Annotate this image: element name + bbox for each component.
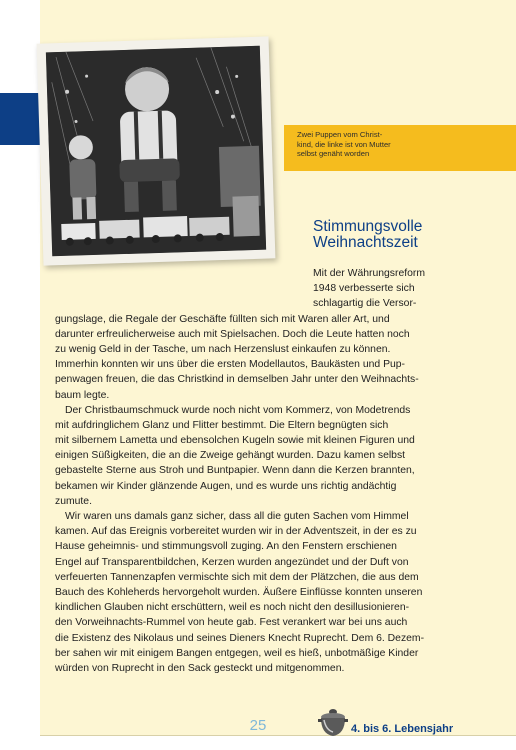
text-line: Bauch des Kohleherds hervorgeholt wurden. Äußere Einflüsse konnten unseren <box>55 586 423 598</box>
text-line: Engel auf Transparentbildchen, Kerzen wurden angezündet und der Duft von <box>55 556 409 568</box>
text-line: baum legte. <box>55 389 110 401</box>
text-line: würden von Ruprecht in den Sack gesteckt und mitgenommen. <box>55 662 345 674</box>
chapter-label: 4. bis 6. Lebensjahr <box>351 723 454 735</box>
text-line: Wir waren uns damals ganz sicher, dass all die guten Sachen vom Himmel <box>65 511 409 522</box>
text-line: penwagen freuen, die das Christkind in demselben Jahr unter den Weihnachts- <box>55 374 419 386</box>
text-line: verfeuerten Tannenzapfen vermischte sich mit dem der Plätzchen, die aus dem <box>55 571 419 583</box>
text-line: mit silbernem Lametta und ebensolchen Kugeln sowie mit kleinen Figuren und <box>55 435 415 447</box>
text-line: gebastelte Sterne aus Stroh und Buntpapier. Wenn dann die Kerzen brannten, <box>55 465 415 477</box>
text-line: Hause geheimnis- und stimmungsvoll zuging. An den Fenstern erschienen <box>55 541 397 553</box>
text-line: Der Christbaumschmuck wurde noch nicht vom Kommerz, von Modetrends <box>65 404 411 416</box>
caption-line: kind, die linke ist von Mutter <box>297 139 391 149</box>
footer-divider <box>40 735 516 736</box>
text-line: den Vorweihnachts-Rummel von heute gab. Fest verankert war bei uns auch <box>55 617 408 629</box>
text-line: kamen. Auf das Ereignis vorbereitet wurden wir in der Adventszeit, in der es zu <box>55 526 417 538</box>
section-heading <box>313 219 503 251</box>
text-line: gungslage, die Regale der Geschäfte füllten sich mit Waren aller Art, und <box>55 313 390 325</box>
text-line: zu wenig Geld in der Tasche, um nach Herzenslust einkaufen zu können. <box>55 343 391 355</box>
text-line: die Existenz des Nikolaus und seines Dieners Knecht Ruprecht. Dem 6. Dezem- <box>55 632 425 644</box>
cooking-pot-icon <box>318 706 348 738</box>
text-line: kindlichen Glauben nicht erschüttern, weil es noch nicht den desillusionieren- <box>55 602 410 614</box>
caption-line: selbst genäht worden <box>297 149 370 159</box>
heading-line: Stimmungsvolle <box>313 218 423 235</box>
text-line: Mit der Währungsreform <box>313 268 426 279</box>
text-line: darunter erfreulicherweise auch mit Spielsachen. Doch die Leute hatten noch <box>55 328 410 340</box>
chapter-tab <box>0 93 40 145</box>
text-line: bekamen wir Kinder glänzende Augen, und es wurde uns richtig andächtig <box>55 480 397 492</box>
text-line: schlagartig die Versor- <box>313 298 417 310</box>
text-line: 1948 verbesserte sich <box>313 283 415 295</box>
text-line: Immerhin konnten wir uns über die ersten Modellautos, Baukästen und Pup- <box>55 359 406 371</box>
caption-line: Zwei Puppen vom Christ- <box>297 130 383 139</box>
text-line: ber sahen wir mit einigem Bangen entgegen, weil es hieß, unbotmäßige Kinder <box>55 647 419 659</box>
text-line: mit aufdringlichem Glanz und Flitter bestimmt. Die Eltern begnügten sich <box>55 419 389 431</box>
heading-line: Weihnachtszeit <box>313 234 418 251</box>
christmas-photo <box>46 46 266 257</box>
text-line: zumute. <box>55 495 92 507</box>
photo-frame <box>37 36 276 265</box>
text-line: einigen Süßigkeiten, die an die Zweige gehängt wurden. Dazu kamen selbst <box>55 450 406 462</box>
page-number: 25 <box>249 717 267 734</box>
article-body <box>55 266 465 676</box>
photo-caption <box>297 130 427 159</box>
